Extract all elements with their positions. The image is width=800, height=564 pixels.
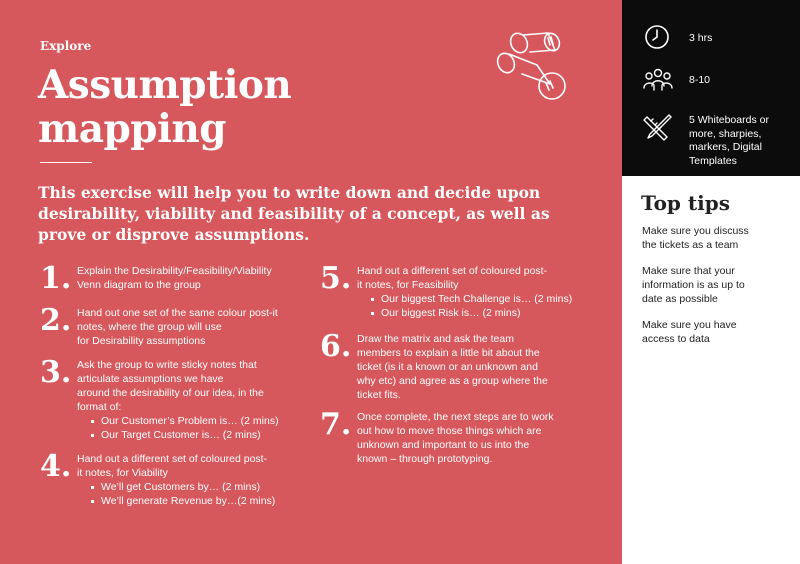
pencil-ruler-icon (642, 112, 674, 144)
tip-item (642, 264, 792, 306)
step-text (77, 452, 275, 508)
tip-line: access to data (642, 333, 710, 345)
step-line: why etc) and agree as a group where the (357, 375, 548, 387)
bullet-item: We’ll generate Revenue by…(2 mins) (91, 494, 275, 508)
tip-line: date as possible (642, 293, 718, 305)
step-number: 6. (320, 329, 352, 364)
step-line: it notes, for Feasibility (357, 279, 459, 291)
step-line: articulate assumptions we have (77, 373, 224, 385)
step-number: 7. (320, 407, 352, 442)
step-line: unknown and important to us into the (357, 439, 530, 451)
tips-panel (622, 176, 800, 564)
binoculars-icon (492, 28, 584, 108)
step-text (77, 306, 278, 348)
title-line-1: Assumption (38, 62, 292, 108)
bullet-item: Our biggest Risk is… (2 mins) (371, 306, 572, 320)
step-line: Hand out one set of the same colour post-it (77, 307, 278, 319)
duration-row (642, 22, 789, 54)
step-line: around the desirability of our idea, in the (77, 387, 264, 399)
step-text (357, 332, 548, 402)
duration-text: 3 hrs (689, 32, 713, 44)
people-row (642, 64, 789, 96)
step-line: out how to move those things which are (357, 425, 542, 437)
tip-item (642, 318, 792, 346)
section-label: Explore (40, 39, 92, 53)
tip-line: Make sure you have (642, 319, 737, 331)
materials-line: Templates (689, 154, 737, 167)
step-line: members to explain a little bit about the (357, 347, 540, 359)
step-number: 2. (40, 303, 72, 338)
step-line: Hand out a different set of coloured post- (77, 453, 268, 465)
bullet-item: Our Customer’s Problem is… (2 mins) (91, 414, 279, 428)
step-line: ticket (is it a known or an unknown and (357, 361, 538, 373)
materials-line: more, sharpies, (689, 127, 762, 140)
step-text (77, 264, 272, 292)
intro-text: This exercise will help you to write down and decide upon desirability, viability and feasibility of a concept, as well as prove or disprove assumptions. (38, 183, 550, 244)
tip-line: the tickets as a team (642, 239, 739, 251)
bullet-item: Our biggest Tech Challenge is… (2 mins) (371, 292, 572, 306)
step-line: known – through prototyping. (357, 453, 493, 465)
materials-text (689, 112, 789, 168)
step-line: for Desirability assumptions (77, 335, 206, 347)
materials-row (642, 112, 789, 168)
step-number: 1. (40, 261, 72, 296)
step-bullets (357, 292, 572, 320)
step-line: format of: (77, 401, 122, 413)
step-bullets (77, 414, 279, 442)
step-line: ticket fits. (357, 389, 401, 401)
tip-line: information is as up to (642, 279, 745, 291)
step-line: Explain the Desirability/Feasibility/Viability (77, 265, 272, 277)
title-line-2: mapping (38, 106, 227, 152)
step-line: notes, where the group will use (77, 321, 222, 333)
clock-icon (642, 22, 674, 54)
step-number: 4. (40, 449, 72, 484)
people-text: 8-10 (689, 74, 711, 86)
bullet-item: Our Target Customer is… (2 mins) (91, 428, 279, 442)
tips-title: Top tips (641, 191, 730, 215)
step-number: 5. (320, 261, 352, 296)
step-line: Ask the group to write sticky notes that (77, 359, 257, 371)
group-people-icon (642, 64, 674, 96)
step-line: Venn diagram to the group (77, 279, 201, 291)
step-line: it notes, for Viability (77, 467, 168, 479)
step-bullets (77, 480, 275, 508)
title-divider (40, 162, 92, 163)
step-line: Draw the matrix and ask the team (357, 333, 514, 345)
step-text (357, 410, 554, 466)
meta-panel (622, 0, 800, 176)
materials-line: markers, Digital (689, 141, 762, 153)
tip-item (642, 224, 792, 252)
step-line: Hand out a different set of coloured post- (357, 265, 548, 277)
materials-line: 5 Whiteboards or (689, 114, 769, 126)
tip-line: Make sure that your (642, 265, 735, 277)
step-number: 3. (40, 355, 72, 390)
step-line: Once complete, the next steps are to work (357, 411, 554, 423)
page-title (38, 63, 291, 151)
bullet-item: We’ll get Customers by… (2 mins) (91, 480, 275, 494)
step-text (357, 264, 572, 320)
step-text (77, 358, 279, 442)
tip-line: Make sure you discuss (642, 225, 749, 237)
